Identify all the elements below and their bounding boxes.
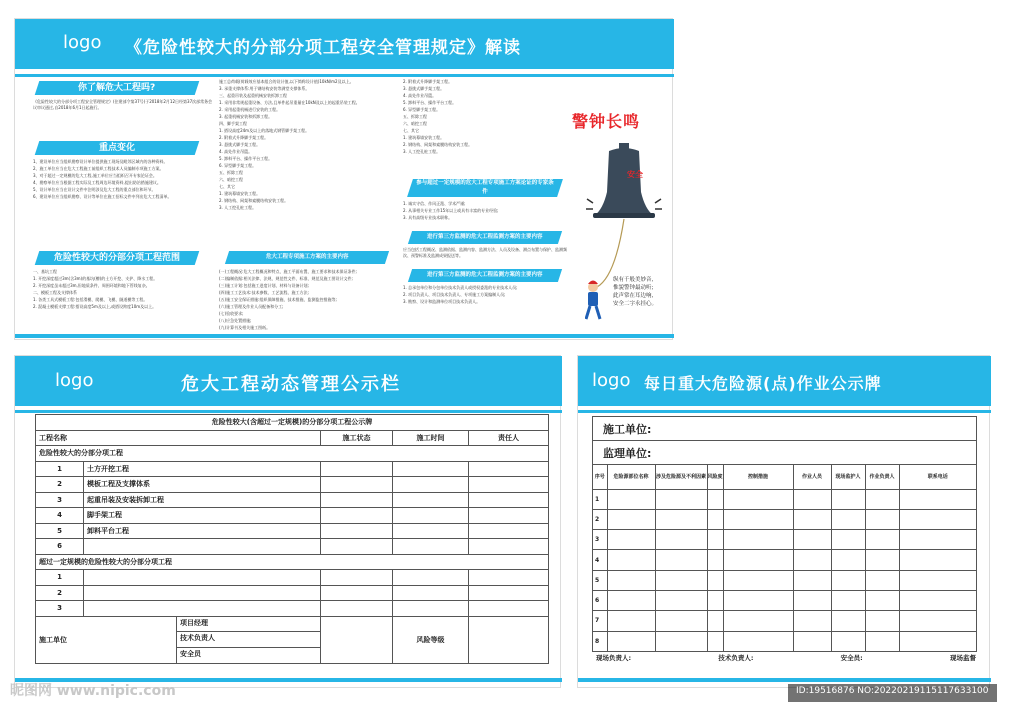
table-row: 1 xyxy=(593,489,976,509)
site-manager-label: 现场负责人: xyxy=(596,654,632,662)
header-project-name: 工程名称 xyxy=(36,430,321,446)
changes-text: 1、建设单位应当组织勘察设计单位提供施工现场及毗邻区域内的各种资料。 2、施工单位应当在危大工程施工前组织工程技术人员编制专项施工方案。 3、对于超过一定规模的危大工程,施工单位应当组织召开专家论证会。 4、勘察单位应当根据工程实际及工程周边环境资料,提出防治措施建议。 5、设计单位应当在设计文件中注明涉及危大工程的重点部位和环节。 6、建设单位应当组织勘察、设计等单位在施工招标文件中列出危大工程清单。 xyxy=(33,159,172,199)
divider xyxy=(15,410,562,413)
logo: logo xyxy=(55,370,94,391)
site-supervision-label: 现场监督 xyxy=(949,654,976,662)
scope-text: 一、基坑工程 1. 开挖深度超过3m(含3m)的基坑(槽)的土方开挖、支护、降水工程。 2. 开挖深度虽未超过3m,但地质条件、周围环境和地下管线复杂。 二、模板工程及支撑体系 1. 各类工具式模板工程:包括滑模、爬模、飞模、隧道模等工程。 2. 混凝土模板支撑工程:搭设高度5m及以上,或搭设跨度10m及以上。 xyxy=(33,269,158,309)
watermark-left: 昵图网 www.nipic.com xyxy=(10,683,176,699)
table-row: 7 xyxy=(593,611,976,631)
header-control: 控制措施 xyxy=(723,465,793,489)
table-row: 4 xyxy=(593,550,976,570)
board-header xyxy=(15,19,674,69)
scope-text-col3: 2. 附着式升降脚手架工程。 3. 悬挑式脚手架工程。 4. 高处作业吊篮。 5. 卸料平台、操作平台工程。 6. 异型脚手架工程。 五、拆除工程 六、暗挖工程 七、其它 1. 建筑幕墙安装工程。 2. 钢结构、网架和索膜结构安装工程。 3. 人工挖孔桩工程。 xyxy=(403,79,473,154)
header-risk: 风险度 xyxy=(707,465,723,489)
supervision-unit-label: 监理单位: xyxy=(593,441,976,465)
demonstration-participants-text: 1. 总承包单位和分包单位技术负责人或授权委派的专业技术人员; 2. 项目负责人、项目技术负责人、专项施工方案编制人员; 3. 勘察、设计和监测单位项目技术负责人。 xyxy=(403,285,518,304)
table-row: 2 xyxy=(36,585,549,601)
risk-level-label: 风险等级 xyxy=(393,616,469,664)
unit-label: 施工单位 xyxy=(39,635,67,644)
table-row: 6 xyxy=(593,590,976,610)
header-phone: 联系电话 xyxy=(899,465,976,489)
plan-content-text: (一)工程概况:危大工程概况和特点、施工平面布置、施工要求和技术保证条件; (二)编制依据:相关法律、法规、规范性文件、标准、规范及施工图设计文件; (三)施工计划:包括施工进度计划、材料与设备计划; (四)施工工艺技术:技术参数、工艺流程、施工方法; (五)施工安全保证措施:组织保障措施、技术措施、监测监控措施等; (六)施工管理及作业人员配备和分工; (七)验收要求; (八)应急处置措施; (九)计算书及相关施工图纸。 xyxy=(219,269,357,330)
role-technical-lead: 技术负责人 xyxy=(177,632,320,648)
banner-monitor-plan: 进行第三方监测的危大工程监测方案的主要内容 xyxy=(408,231,562,244)
header-workers: 作业人员 xyxy=(793,465,831,489)
group-title-2: 超过一定规模的危险性较大的分部分项工程 xyxy=(36,554,549,570)
divider xyxy=(15,74,674,77)
header-status: 施工状态 xyxy=(321,430,393,446)
table-row: 3 起重吊装及安装拆卸工程 xyxy=(36,492,549,508)
table-row: 3 xyxy=(593,530,976,550)
table-row: 1 土方开挖工程 xyxy=(36,461,549,477)
board-title: 危大工程动态管理公示栏 xyxy=(181,374,401,395)
logo: logo xyxy=(63,32,102,53)
construction-unit-label: 施工单位: xyxy=(593,417,976,441)
table-row: 2 模板工程及支撑体系 xyxy=(36,477,549,493)
header-seq: 序号 xyxy=(593,465,607,489)
table-row: 5 卸料平台工程 xyxy=(36,523,549,539)
table-row: 4 脚手架工程 xyxy=(36,508,549,524)
slogan: 警钟长鸣 xyxy=(572,112,641,131)
signature-row xyxy=(596,653,976,662)
watermark-right: ID:19516876 NO:20220219115117633100 xyxy=(788,684,997,702)
table-row: 1 xyxy=(36,570,549,586)
daily-hazard-board xyxy=(577,355,990,688)
table-row: 3 xyxy=(36,601,549,617)
bell-label: 安全 xyxy=(627,170,643,179)
poem: 纵有千般美妙音, 惟貌警钟最动听; 此声常在耳边响, 安全二字永挂心。 xyxy=(613,277,658,307)
bottom-stripe xyxy=(15,334,674,338)
board-title: 《危险性较大的分部分项工程安全管理规定》解读 xyxy=(125,38,521,58)
board-header xyxy=(15,356,562,406)
header-guardian: 现场监护人 xyxy=(831,465,865,489)
board-title: 每日重大危险源(点)作业公示牌 xyxy=(644,374,882,393)
watermark-bar xyxy=(0,676,1024,707)
technical-lead-label: 技术负责人: xyxy=(718,654,754,662)
header-responsible: 责任人 xyxy=(469,430,549,446)
worker-figure xyxy=(586,281,600,320)
table-row: 6 xyxy=(36,539,549,555)
header-hazard-factors: 涉及危险源及不利因素 xyxy=(655,465,707,489)
section-title-changes: 重点变化 xyxy=(35,141,200,155)
safety-officer-label: 安全员: xyxy=(840,654,863,662)
section-title-know: 你了解危大工程吗? xyxy=(35,81,200,95)
unit-cell xyxy=(36,616,321,664)
expert-conditions-text: 1. 诚实守信、作风正派、学术严谨; 2. 从事相关专业工作15年以上或具有丰富的专业经验; 3. 具有高级专业技术职称。 xyxy=(403,201,499,220)
role-project-manager: 项目经理 xyxy=(177,617,320,633)
header-lead: 作业负责人 xyxy=(865,465,899,489)
table-row: 2 xyxy=(593,509,976,529)
table-row: 8 xyxy=(593,631,976,651)
divider xyxy=(578,410,991,413)
logo: logo xyxy=(592,370,631,391)
intro-text: 《危险性较大的分部分项工程安全管理规定》(住建部令第37号)于2018年2月12日经第37次部常务会议审议通过,自2018年6月1日起施行。 xyxy=(33,99,213,110)
role-safety-officer: 安全员 xyxy=(180,649,201,658)
hazard-table xyxy=(592,416,977,652)
scope-text-continued: 施工总荷载(荷载效应基本组合的设计值,以下简称设计值)10kN/m2及以上。 3. 承重支撑体系:用于钢结构安装等满堂支撑体系。 三、起重吊装及起重机械安装拆卸工程 1. 采用非常规起重设备、方法,且单件起吊重量在10kN及以上的起重吊装工程。 2. 采用起重机械进行安装的工程。 3. 起重机械安装和拆卸工程。 四、脚手架工程 1. 搭设高度24m及以上的落地式钢管脚手架工程。 2. 附着式升降脚手架工程。 3. 悬挑式脚手架工程。 4. 高处作业吊篮。 5. 卸料平台、操作平台工程。 6. 异型脚手架工程。 五、拆除工程 六、暗挖工程 七、其它 1. 建筑幕墙安装工程。 2. 钢结构、网架和索膜结构安装工程。 3. 人工挖孔桩工程。 xyxy=(219,79,360,210)
dynamic-management-board xyxy=(14,355,561,688)
monitor-plan-text: 应当包括工程概况、监测依据、监测内容、监测方法、人员及设备、测点布置与保护、监测频次、预警标准及监测成果报送等。 xyxy=(403,247,567,258)
banner-monitor-plan-2: 进行第三方监测的危大工程监测方案的主要内容 xyxy=(408,269,562,282)
group-title-1: 危险性较大的分部分项工程 xyxy=(36,446,549,462)
regulation-interpretation-board xyxy=(14,18,673,340)
project-table xyxy=(35,414,549,664)
table-row: 5 xyxy=(593,570,976,590)
banner-plan-content: 危大工程专项施工方案的主要内容 xyxy=(225,251,389,264)
header-time: 施工时间 xyxy=(393,430,469,446)
banner-expert-conditions: 参与超过一定规模的危大工程专项施工方案论证的专家条件 xyxy=(407,179,563,197)
header-hazard-location: 危险源部位名称 xyxy=(607,465,655,489)
board-header xyxy=(578,356,991,406)
section-title-scope: 危险性较大的分部分项工程范围 xyxy=(35,251,200,265)
table-title: 危险性较大(含超过一定规模)的分部分项工程公示牌 xyxy=(36,415,549,431)
bell-icon xyxy=(586,143,662,218)
